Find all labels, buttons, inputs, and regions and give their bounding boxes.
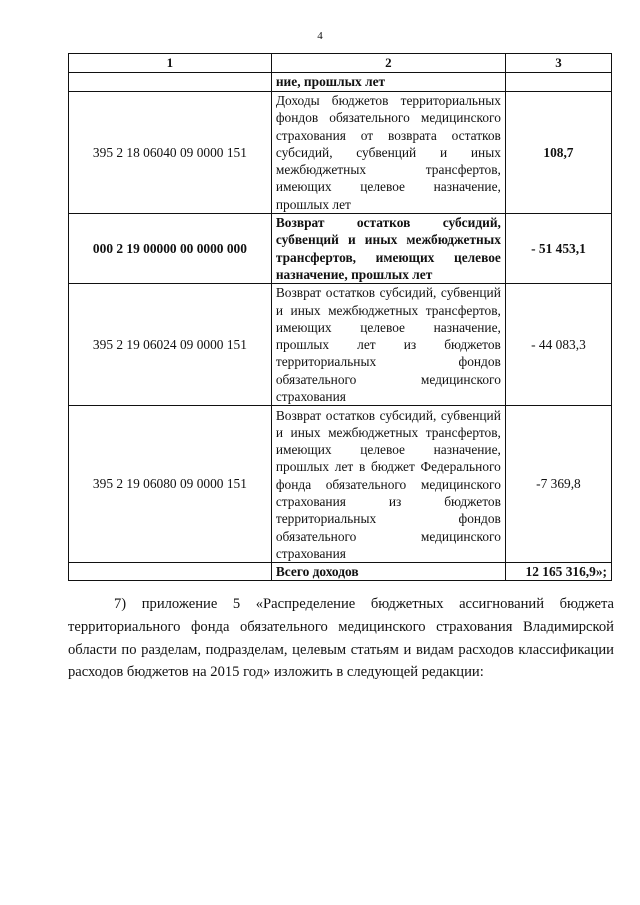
row-code: 000 2 19 00000 00 0000 000 [69,214,272,284]
table-row [69,92,612,214]
table-row [69,214,612,284]
total-value: 12 165 316,9»; [505,563,611,581]
row-name: Доходы бюджетов территориальных фондов обязательного медицинского страхования от возврата остатков субсидий, субвенций и иных межбюджетных трансфертов, имеющих целевое назначение, прошлых лет [271,92,505,214]
row-name: Возврат остатков субсидий, субвенций и иных межбюджетных трансфертов, имеющих целевое назначение, прошлых лет из бюджетов территориальных фондов обязательного медицинского страхования [271,284,505,406]
row-name: Возврат остатков субсидий, субвенций и иных межбюджетных трансфертов, имеющих целевое назначение, прошлых лет в бюджет Федерального фонда обязательного медицинского страхования из бюджетов территориальных фондов обязательного медицинского страхования [271,406,505,563]
total-row [69,563,612,581]
row-code [69,73,272,92]
row-value: 108,7 [505,92,611,214]
table-row [69,406,612,563]
column-header-3: 3 [505,54,611,73]
row-value: - 51 453,1 [505,214,611,284]
column-header-1: 1 [69,54,272,73]
amendment-paragraph: 7) приложение 5 «Распределение бюджетных ассигнований бюджета территориального фонда обязательного медицинского страхования Владимирской области по разделам, подразделам, целевым статьям и видам расходов классификации расходов бюджетов на 2015 год» изложить в следующей редакции: [68,596,614,681]
table-header-row [69,54,612,73]
revenue-table [68,53,612,581]
row-code: 395 2 19 06024 09 0000 151 [69,284,272,406]
row-name: Возврат остатков субсидий, субвенций и иных межбюджетных трансфертов, имеющих целевое назначение, прошлых лет [271,214,505,284]
column-header-2: 2 [271,54,505,73]
row-code: 395 2 18 06040 09 0000 151 [69,92,272,214]
row-name: ние, прошлых лет [271,73,505,92]
total-code-cell [69,563,272,581]
row-code: 395 2 19 06080 09 0000 151 [69,406,272,563]
row-value [505,73,611,92]
row-value: -7 369,8 [505,406,611,563]
total-label: Всего доходов [271,563,505,581]
page-number: 4 [317,30,323,42]
table-row [69,284,612,406]
row-value: - 44 083,3 [505,284,611,406]
table-row [69,73,612,92]
